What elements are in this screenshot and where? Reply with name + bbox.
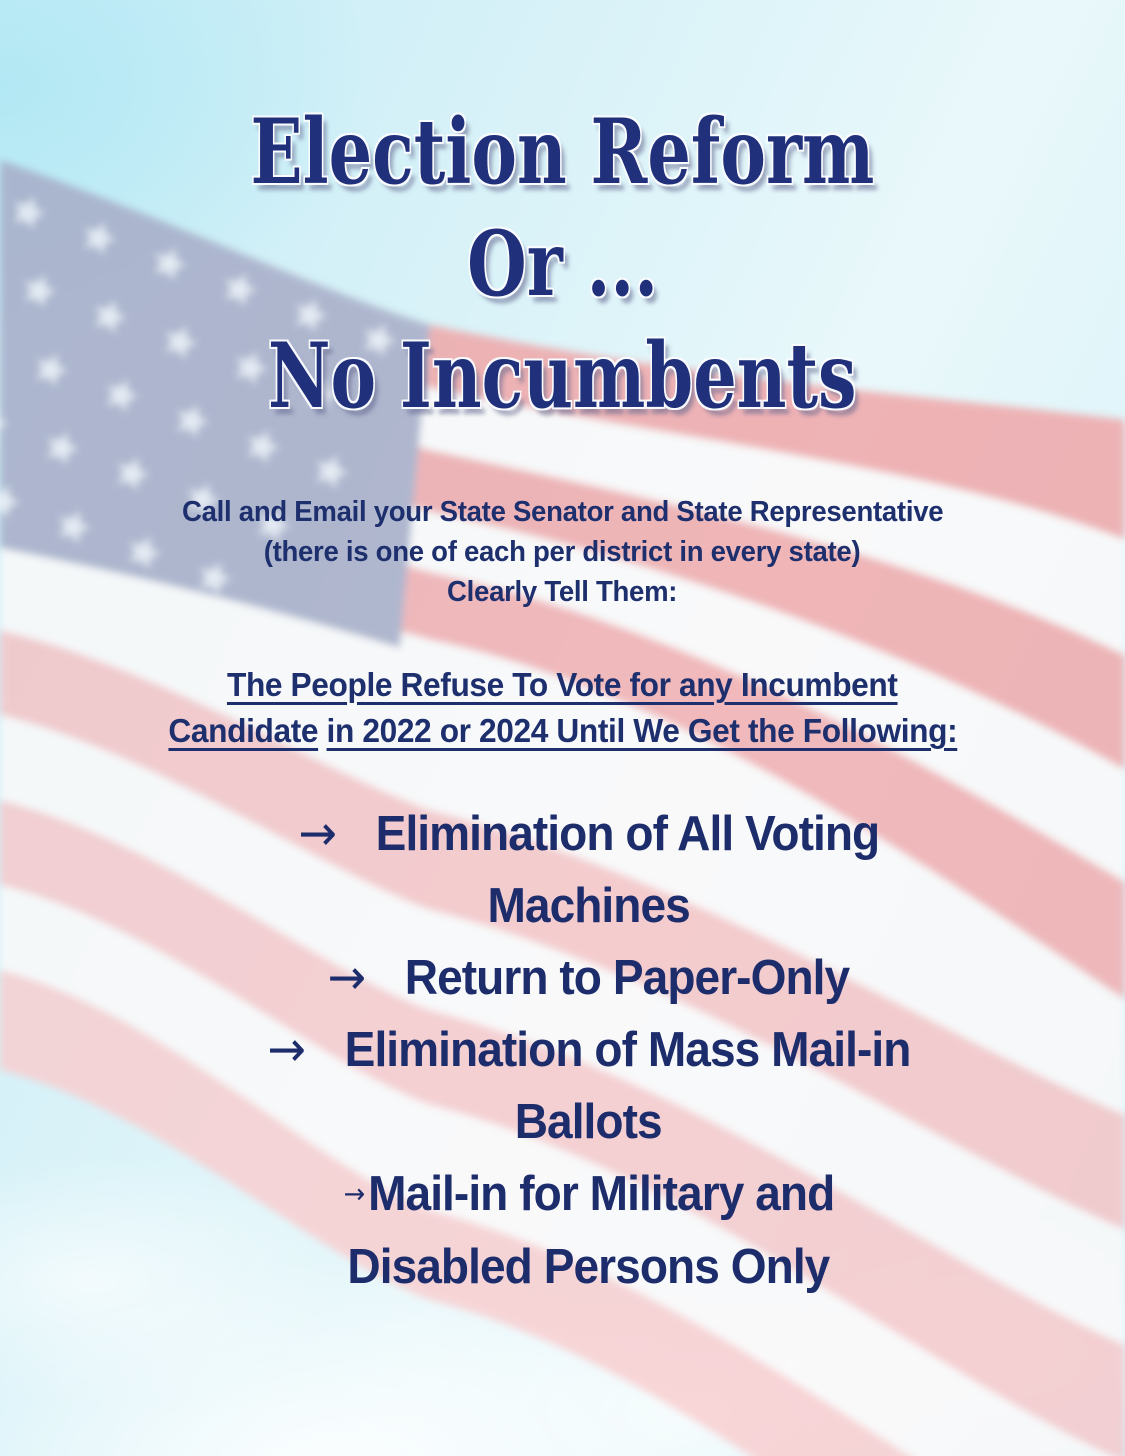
demand-heading-line-1-text: The People Refuse To Vote for any Incumbent: [227, 666, 898, 703]
callout-line-1: [0, 492, 1125, 532]
callout-line-3-text: Clearly Tell Them:: [447, 576, 678, 608]
poster-title: [0, 96, 1125, 432]
callout-line-3: [0, 572, 1125, 612]
demand-heading-line-2-part1: Candidate: [168, 712, 318, 749]
demand-item-3-line-2: Ballots: [515, 1095, 662, 1149]
arrow-icon: →: [343, 1179, 364, 1210]
demand-item-1-line-2: Machines: [487, 879, 690, 933]
demand-item-2-line-1: Return to Paper-Only: [404, 951, 850, 1005]
arrow-icon: →: [267, 1021, 305, 1078]
demand-item-4-line-2: Disabled Persons Only: [347, 1240, 830, 1294]
demand-item-1-line-1: Elimination of All Voting: [375, 807, 879, 861]
demand-heading: [0, 662, 1125, 754]
demand-heading-line-2: [0, 708, 1125, 754]
demand-item-1: [52, 798, 1125, 942]
demand-item-2: [52, 942, 1125, 1014]
callout-line-2-text: (there is one of each per district in every state): [264, 536, 861, 568]
demand-item-3: [52, 1014, 1125, 1158]
callout-line-1-text: Call and Email your State Senator and State Representative: [181, 496, 944, 528]
title-line-1-text: Election Reform: [250, 99, 875, 205]
callout-section: [0, 492, 1125, 612]
title-line-3: [0, 320, 1125, 432]
demands-list: [0, 798, 1125, 1303]
title-line-2-text: Or ...: [467, 211, 658, 317]
callout-line-2: [0, 532, 1125, 572]
demand-item-3-line-1: Elimination of Mass Mail-in: [344, 1023, 910, 1077]
demand-item-4: [52, 1158, 1125, 1303]
demand-heading-line-1: [0, 662, 1125, 708]
title-line-2: [0, 208, 1125, 320]
title-line-3-text: No Incumbents: [268, 323, 857, 429]
title-line-1: [0, 96, 1125, 208]
arrow-icon: →: [298, 805, 336, 862]
arrow-icon: →: [327, 949, 366, 1006]
demand-item-4-line-1: Mail-in for Military and: [367, 1167, 834, 1221]
demand-heading-line-2-part2: in 2022 or 2024 Until We Get the Following:: [326, 712, 957, 749]
